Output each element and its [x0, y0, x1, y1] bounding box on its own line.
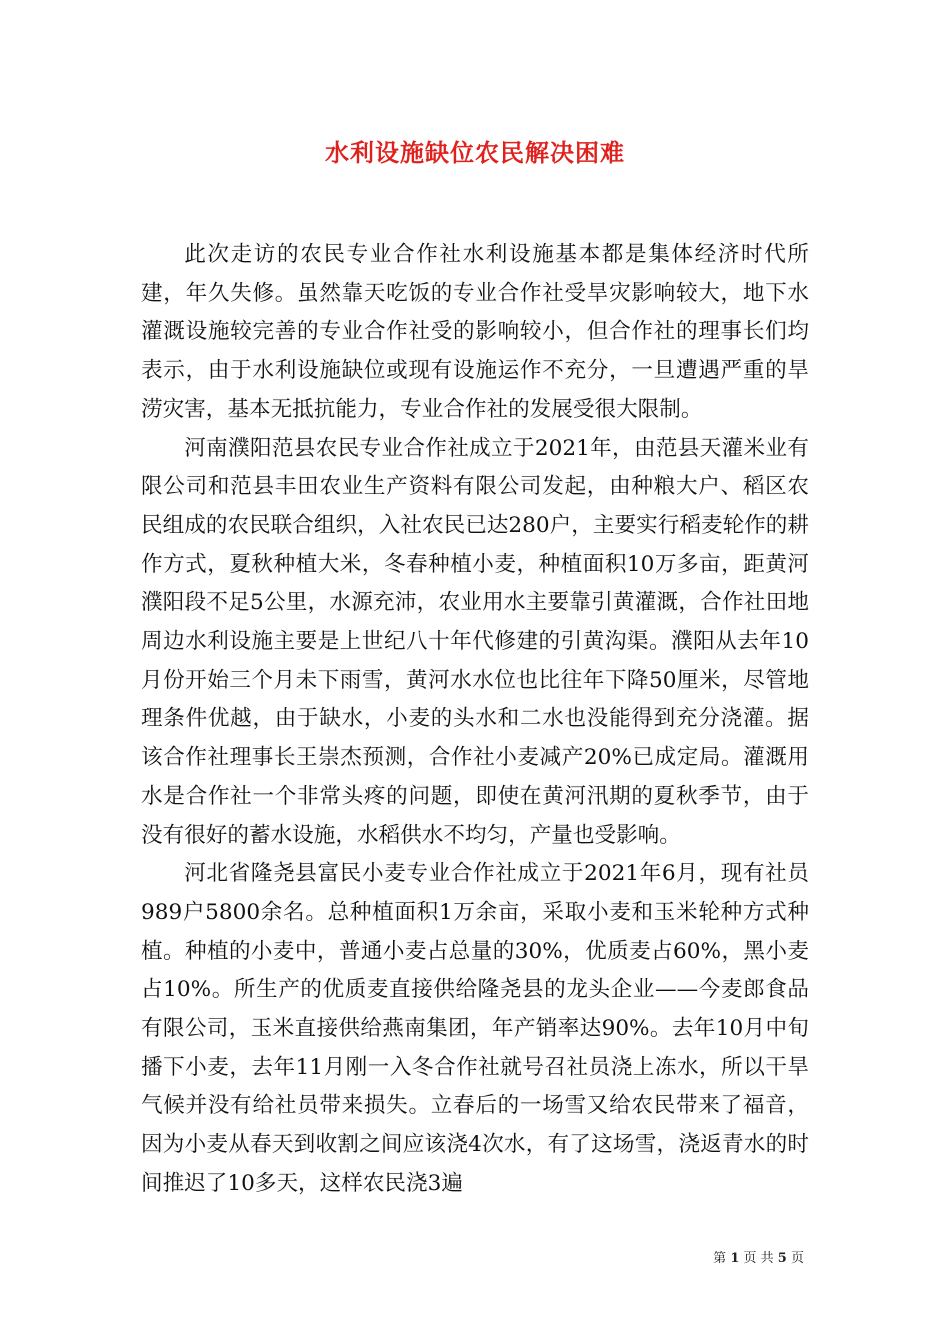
- footer-prefix: 第: [713, 1251, 727, 1266]
- footer-total-pages: 5: [777, 1251, 787, 1266]
- paragraph: 河南濮阳范县农民专业合作社成立于2021年，由范县天灌米业有限公司和范县丰田农业生产资料有限公司发起，由种粮大户、稻区农民组成的农民联合组织，入社农民已达280户，主要实行稻麦轮作的耕作方式，夏秋种植大米，冬春种植小麦，种植面积10万多亩，距黄河濮阳段不足5公里，水源充沛，农业用水主要靠引黄灌溉，合作社田地周边水利设施主要是上世纪八十年代修建的引黄沟渠。濮阳从去年10月份开始三个月未下雨雪，黄河水水位也比往年下降50厘米，尽管地理条件优越，由于缺水，小麦的头水和二水也没能得到充分浇灌。据该合作社理事长王崇杰预测，合作社小麦减产20%已成定局。灌溉用水是合作社一个非常头疼的问题，即使在黄河汛期的夏秋季节，由于没有很好的蓄水设施，水稻供水不均匀，产量也受影响。: [141, 435, 809, 848]
- footer-suffix: 页: [790, 1251, 804, 1266]
- paragraph: 此次走访的农民专业合作社水利设施基本都是集体经济时代所建，年久失修。虽然靠天吃饭的专业合作社受旱灾影响较大，地下水灌溉设施较完善的专业合作社受的影响较小，但合作社的理事长们均表示，由于水利设施缺位或现有设施运作不充分，一旦遭遇严重的旱涝灾害，基本无抵抗能力，专业合作社的发展受很大限制。: [141, 242, 809, 422]
- document-title: 水利设施缺位农民解决困难: [325, 138, 625, 167]
- document-body: [141, 236, 809, 1204]
- page-footer: [713, 1247, 804, 1266]
- footer-middle: 页 共: [743, 1251, 774, 1266]
- paragraph: 河北省隆尧县富民小麦专业合作社成立于2021年6月，现有社员989户5800余名。总种植面积1万余亩，采取小麦和玉米轮种方式种植。种植的小麦中，普通小麦占总量的30%，优质麦占60%，黑小麦占10%。所生产的优质麦直接供给隆尧县的龙头企业——今麦郎食品有限公司，玉米直接供给燕南集团，年产销率达90%。去年10月中旬播下小麦，去年11月刚一入冬合作社就号召社员浇上冻水，所以干旱气候并没有给社员带来损失。立春后的一场雪又给农民带来了福音，因为小麦从春天到收割之间应该浇4次水，有了这场雪，浇返青水的时间推迟了10多天，这样农民浇3遍: [141, 861, 809, 1196]
- footer-current-page: 1: [730, 1251, 740, 1266]
